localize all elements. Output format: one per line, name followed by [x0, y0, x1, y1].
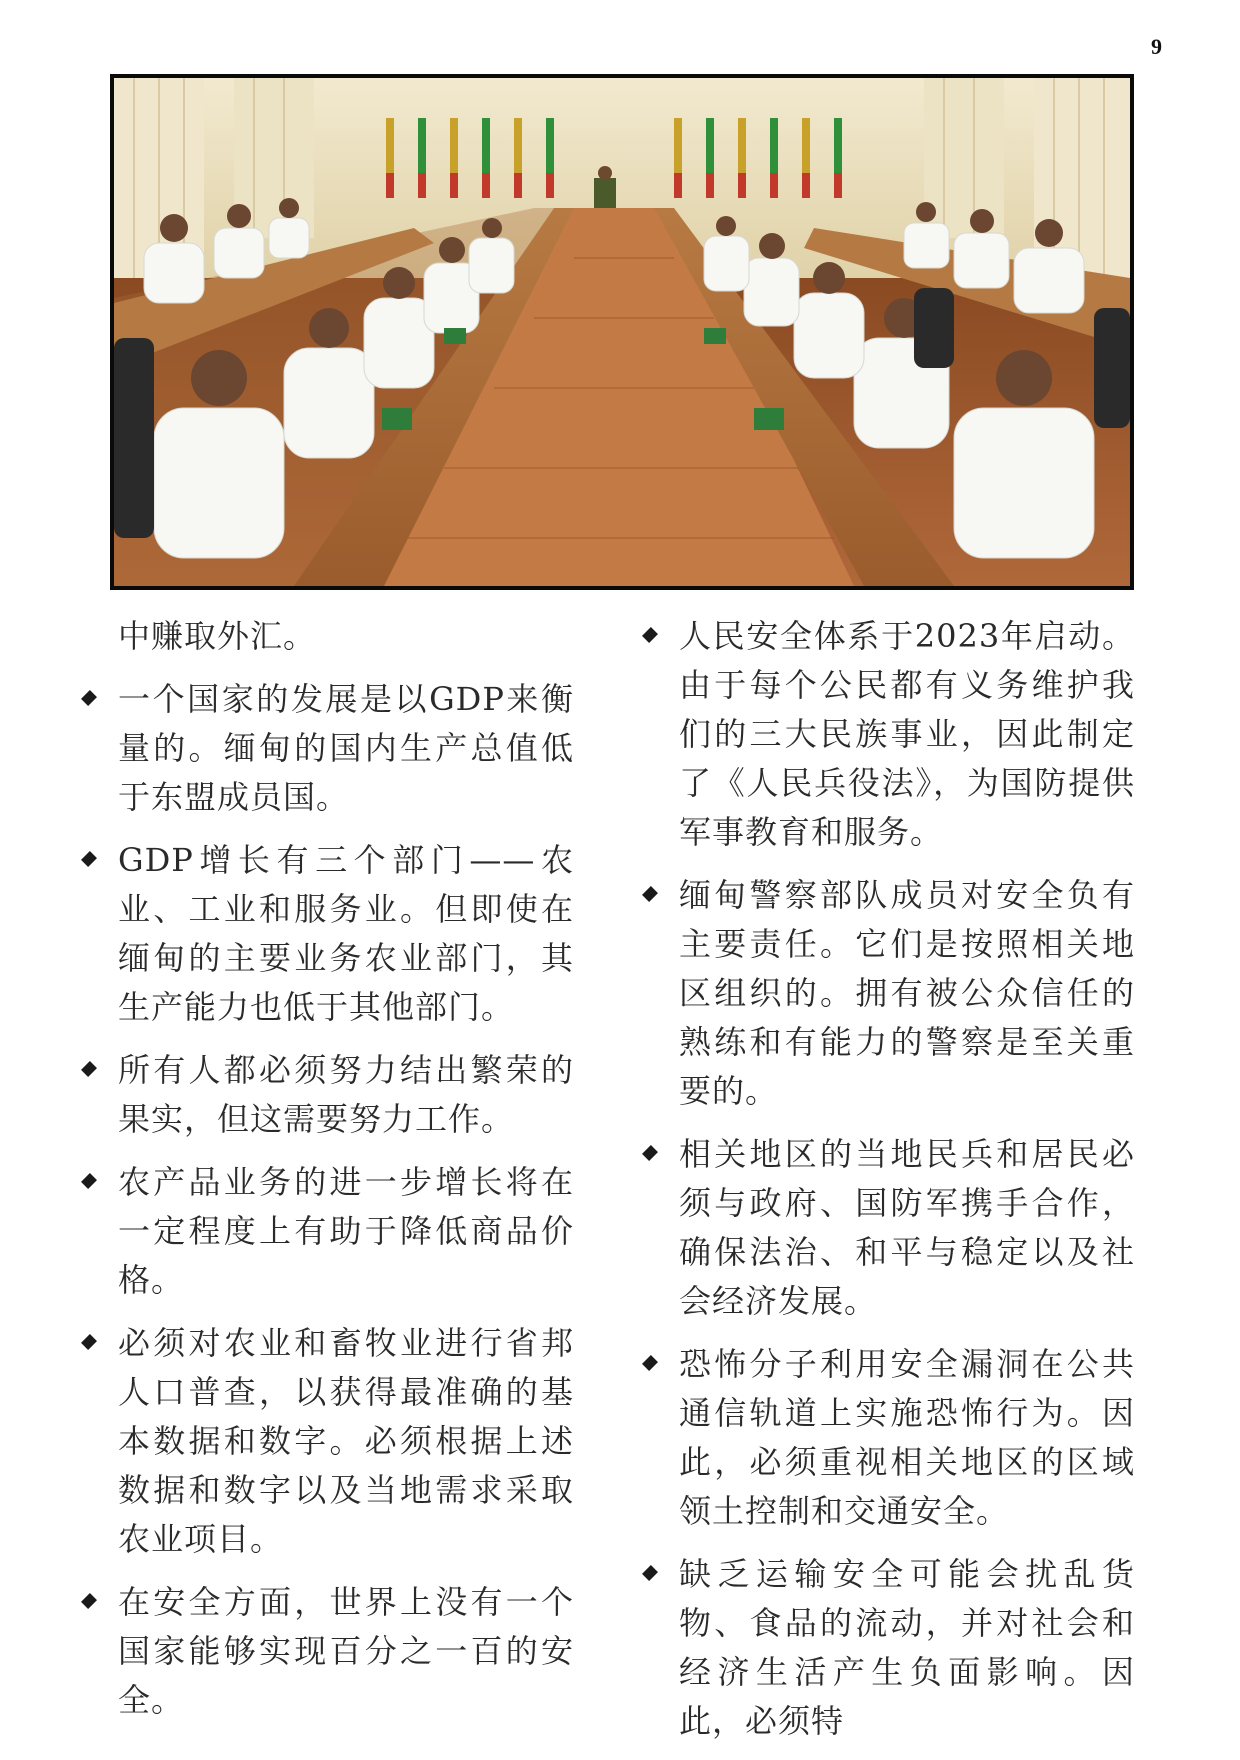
bullet-item — [84, 1158, 574, 1305]
bullet-item — [645, 612, 1135, 857]
bullet-text: 缅甸警察部队成员对安全负有主要责任。它们是按照相关地区组织的。拥有被公众信任的熟练和有能力的警察是至关重要的。 — [679, 876, 1135, 1110]
bullet-text: 必须对农业和畜牧业进行省邦人口普查，以获得最准确的基本数据和数字。必须根据上述数据和数字以及当地需求采取农业项目。 — [118, 1324, 574, 1558]
diamond-bullet-icon — [81, 690, 97, 706]
bullet-text: 一个国家的发展是以GDP来衡量的。缅甸的国内生产总值低于东盟成员国。 — [118, 680, 574, 816]
diamond-bullet-icon — [642, 627, 658, 643]
diamond-bullet-icon — [642, 886, 658, 902]
diamond-bullet-icon — [81, 1173, 97, 1189]
bullet-item — [84, 836, 574, 1032]
bullet-item — [84, 1319, 574, 1564]
diamond-bullet-icon — [81, 1334, 97, 1350]
meeting-hall-illustration — [114, 78, 1130, 586]
bullet-text: GDP增长有三个部门——农业、工业和服务业。但即使在缅甸的主要业务农业部门，其生产能力也低于其他部门。 — [118, 841, 574, 1026]
bullet-text: 农产品业务的进一步增长将在一定程度上有助于降低商品价格。 — [118, 1163, 574, 1299]
meeting-photo — [110, 74, 1134, 590]
right-column — [645, 612, 1135, 1760]
bullet-text: 人民安全体系于2023年启动。由于每个公民都有义务维护我们的三大民族事业，因此制定了《人民兵役法》，为国防提供军事教育和服务。 — [679, 617, 1135, 851]
bullet-text: 缺乏运输安全可能会扰乱货物、食品的流动，并对社会和经济生活产生负面影响。因此，必须特 — [679, 1555, 1135, 1740]
bullet-item — [84, 675, 574, 822]
diamond-bullet-icon — [642, 1355, 658, 1371]
diamond-bullet-icon — [81, 851, 97, 867]
diamond-bullet-icon — [642, 1565, 658, 1581]
bullet-text: 所有人都必须努力结出繁荣的果实，但这需要努力工作。 — [118, 1051, 574, 1138]
page-number: 9 — [1151, 34, 1162, 59]
bullet-text: 在安全方面，世界上没有一个国家能够实现百分之一百的安全。 — [118, 1583, 574, 1719]
bullet-item — [645, 1130, 1135, 1326]
bullet-item — [645, 1550, 1135, 1746]
left-column — [84, 612, 574, 1739]
bullet-item — [645, 871, 1135, 1116]
bullet-item — [84, 1578, 574, 1725]
diamond-bullet-icon — [81, 1061, 97, 1077]
bullet-item — [84, 1046, 574, 1144]
diamond-bullet-icon — [642, 1145, 658, 1161]
bullet-text: 相关地区的当地民兵和居民必须与政府、国防军携手合作，确保法治、和平与稳定以及社会经济发展。 — [679, 1135, 1135, 1320]
continuation-paragraph: 中赚取外汇。 — [118, 617, 317, 655]
diamond-bullet-icon — [81, 1593, 97, 1609]
bullet-item — [645, 1340, 1135, 1536]
bullet-text: 恐怖分子利用安全漏洞在公共通信轨道上实施恐怖行为。因此，必须重视相关地区的区域领土控制和交通安全。 — [679, 1345, 1135, 1530]
